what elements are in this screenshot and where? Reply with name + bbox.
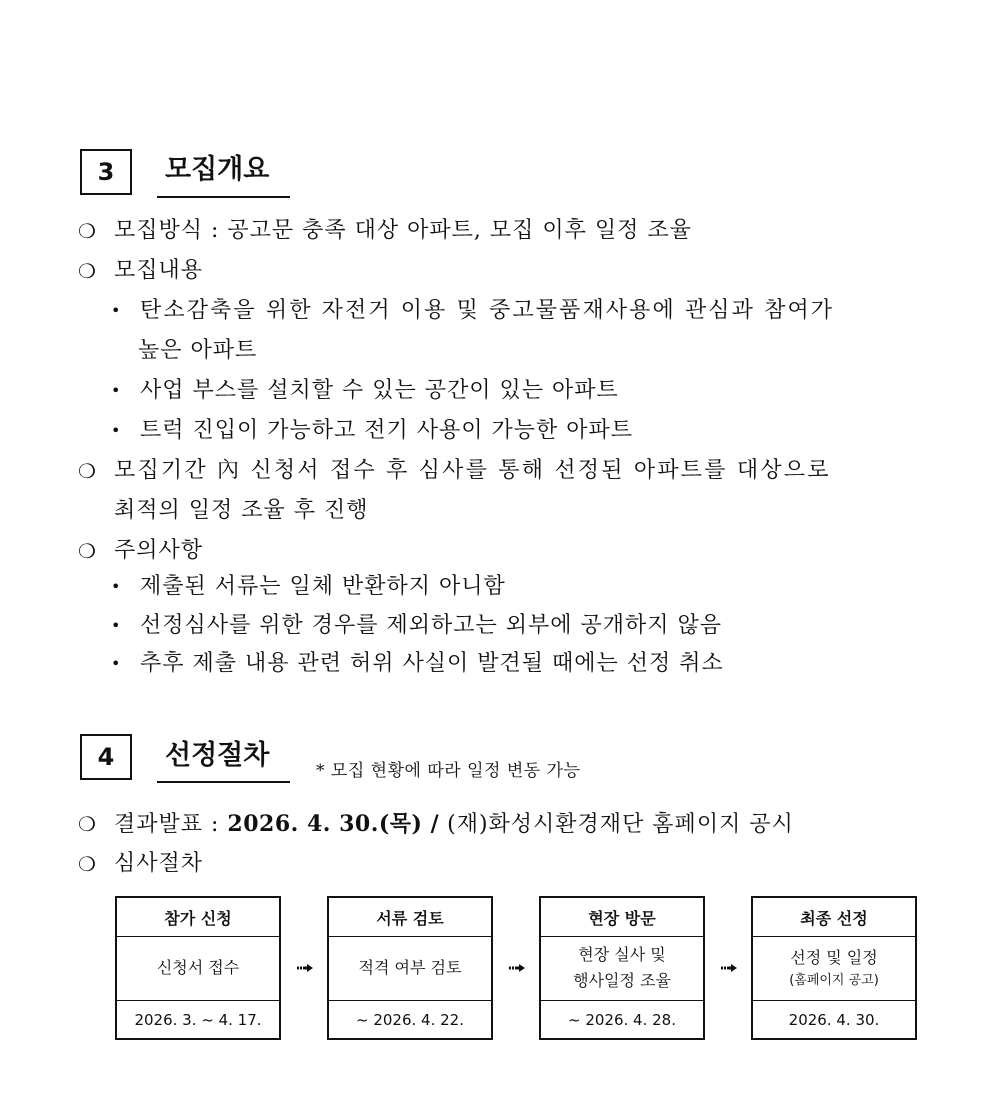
step-body-line: 현장 실사 및 [578, 945, 666, 964]
section-4-number: 4 [97, 743, 115, 771]
list-item-continuation: 최적의 일정 조율 후 진행 [114, 498, 369, 523]
step-body-line: 행사일정 조율 [573, 971, 671, 990]
step-date: ~ 2026. 4. 28. [568, 1010, 676, 1029]
section-4-title-underline [157, 781, 290, 783]
circle-bullet-icon: ❍ [78, 539, 96, 563]
dot-bullet-icon: • [111, 421, 121, 440]
list-item: 주의사항 [114, 538, 204, 563]
step-body [117, 936, 279, 1001]
section-4-number-box [80, 734, 132, 780]
review-process-label: 심사절차 [114, 851, 204, 876]
list-item: 탄소감축을 위한 자전거 이용 및 중고물품재사용에 관심과 참여가 [140, 298, 835, 323]
list-item: 사업 부스를 설치할 수 있는 공간이 있는 아파트 [140, 378, 619, 403]
circle-bullet-icon: ❍ [78, 459, 96, 483]
dot-bullet-icon: • [111, 577, 121, 596]
arrow-right-icon [297, 964, 313, 972]
step-date: ~ 2026. 4. 22. [356, 1010, 464, 1029]
list-item: 선정심사를 위한 경우를 제외하고는 외부에 공개하지 않음 [140, 613, 723, 638]
list-item: 모집내용 [114, 258, 204, 283]
step-body-line: 신청서 접수 [156, 958, 240, 977]
result-label: 결과발표 : [114, 812, 228, 837]
dot-bullet-icon: • [111, 301, 121, 320]
step-title: 서류 검토 [329, 898, 491, 937]
result-announcement [114, 811, 794, 838]
arrow-right-icon [509, 964, 525, 972]
step-date: 2026. 4. 30. [788, 1010, 880, 1029]
list-item: 트럭 진입이 가능하고 전기 사용이 가능한 아파트 [140, 418, 634, 443]
dot-bullet-icon: • [111, 381, 121, 400]
list-item: 모집방식 : 공고문 충족 대상 아파트, 모집 이후 일정 조율 [114, 218, 692, 243]
section-3-title-underline [157, 196, 290, 198]
process-step-site-visit [539, 896, 705, 1040]
circle-bullet-icon: ❍ [78, 812, 96, 836]
list-item: 추후 제출 내용 관련 허위 사실이 발견될 때에는 선정 취소 [140, 651, 724, 676]
process-step-final-selection [751, 896, 917, 1040]
section-3-title: 모집개요 [165, 154, 270, 185]
step-title: 참가 신청 [117, 898, 279, 937]
dot-bullet-icon: • [111, 654, 121, 673]
dot-bullet-icon: • [111, 616, 121, 635]
list-item: 모집기간 內 신청서 접수 후 심사를 통해 선정된 아파트를 대상으로 [114, 458, 831, 483]
step-body-line: 선정 및 일정 [790, 948, 878, 967]
section-3-number: 3 [97, 158, 115, 186]
result-channel: (재)화성시환경재단 홈페이지 공시 [439, 812, 794, 837]
arrow-right-icon [721, 964, 737, 972]
section-3-number-box [80, 149, 132, 195]
list-item-continuation: 높은 아파트 [138, 338, 258, 363]
process-step-document-review [327, 896, 493, 1040]
step-body [753, 936, 915, 1001]
step-title: 최종 선정 [753, 898, 915, 937]
step-body-line: (홈페이지 공고) [789, 973, 879, 988]
circle-bullet-icon: ❍ [78, 219, 96, 243]
step-body [541, 936, 703, 1001]
step-body [329, 936, 491, 1001]
schedule-change-note: * 모집 현황에 따라 일정 변동 가능 [316, 761, 581, 781]
section-4-title: 선정절차 [165, 740, 270, 771]
circle-bullet-icon: ❍ [78, 852, 96, 876]
circle-bullet-icon: ❍ [78, 259, 96, 283]
result-date: 2026. 4. 30.(목) / [227, 811, 440, 837]
step-body-line: 적격 여부 검토 [358, 958, 462, 977]
list-item: 제출된 서류는 일체 반환하지 아니함 [140, 574, 506, 599]
step-title: 현장 방문 [541, 898, 703, 937]
step-date: 2026. 3. ~ 4. 17. [134, 1010, 262, 1029]
process-step-application [115, 896, 281, 1040]
